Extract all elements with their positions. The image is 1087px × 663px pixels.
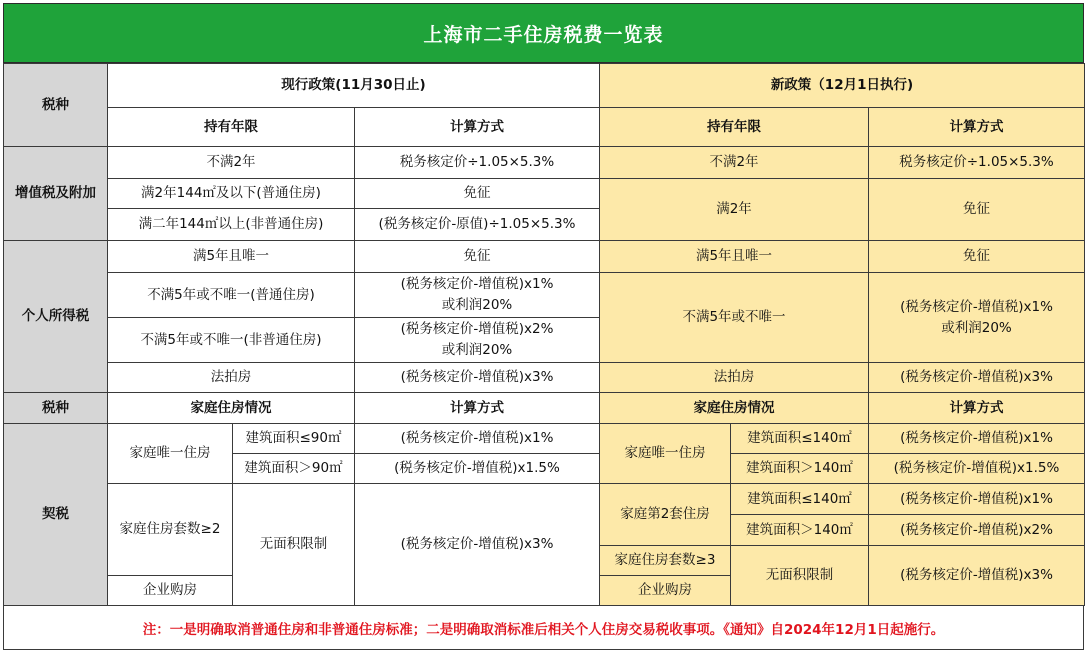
header-current-calc: 计算方式	[355, 108, 600, 147]
deed-new-only-le-calc: (税务核定价-增值税)x1%	[869, 424, 1085, 454]
vat-new-period: 不满2年	[600, 147, 869, 179]
deed-current-area-gt: 建筑面积＞90㎡	[233, 454, 355, 484]
header-current-period: 持有年限	[108, 108, 355, 147]
deed-current-only-home: 家庭唯一住房	[108, 424, 233, 484]
footnote: 注：一是明确取消普通住房和非普通住房标准；二是明确取消标准后相关个人住房交易税收事项。《通知》自2024年12月1日起施行。	[3, 606, 1084, 650]
tax-table	[3, 63, 1085, 606]
deed-new-only-le: 建筑面积≤140㎡	[731, 424, 869, 454]
deed-current-enterprise: 企业购房	[108, 576, 233, 606]
deed-header-new-situation: 家庭住房情况	[600, 393, 869, 424]
calc-line: 或利润20%	[941, 319, 1012, 336]
deed-new-enterprise: 企业购房	[600, 576, 731, 606]
calc-line: 或利润20%	[441, 297, 513, 313]
calc-line: (税务核定价-增值税)x1%	[400, 276, 554, 292]
deed-current-no-limit: 无面积限制	[233, 484, 355, 606]
income-current-calc	[355, 273, 600, 318]
income-label: 个人所得税	[4, 241, 108, 393]
income-new-period: 法拍房	[600, 363, 869, 393]
header-new-calc: 计算方式	[869, 108, 1085, 147]
vat-current-calc: 税务核定价÷1.05×5.3%	[355, 147, 600, 179]
vat-new-calc: 税务核定价÷1.05×5.3%	[869, 147, 1085, 179]
deed-new-only-gt: 建筑面积＞140㎡	[731, 454, 869, 484]
deed-current-multi: 家庭住房套数≥2	[108, 484, 233, 576]
vat-new-period: 满2年	[600, 179, 869, 241]
deed-header-new-calc: 计算方式	[869, 393, 1085, 424]
vat-current-calc: (税务核定价-原值)÷1.05×5.3%	[355, 209, 600, 241]
deed-new-only-home: 家庭唯一住房	[600, 424, 731, 484]
calc-line: (税务核定价-增值税)x2%	[400, 321, 554, 337]
deed-new-second-gt-calc: (税务核定价-增值税)x2%	[869, 515, 1085, 546]
vat-current-calc: 免征	[355, 179, 600, 209]
income-new-calc	[869, 273, 1085, 363]
deed-current-area-gt-calc: (税务核定价-增值税)x1.5%	[355, 454, 600, 484]
deed-new-second-gt: 建筑面积＞140㎡	[731, 515, 869, 546]
vat-current-period: 不满2年	[108, 147, 355, 179]
deed-new-only-gt-calc: (税务核定价-增值税)x1.5%	[869, 454, 1085, 484]
header-current-policy: 现行政策(11月30日止)	[108, 64, 600, 108]
sheet-title: 上海市二手住房税费一览表	[3, 3, 1084, 63]
deed-new-second-le-calc: (税务核定价-增值税)x1%	[869, 484, 1085, 515]
income-new-calc: 免征	[869, 241, 1085, 273]
deed-new-no-limit: 无面积限制	[731, 546, 869, 606]
header-new-period: 持有年限	[600, 108, 869, 147]
tax-sheet	[3, 3, 1084, 650]
deed-current-multi-calc: (税务核定价-增值税)x3%	[355, 484, 600, 606]
deed-new-multi-calc: (税务核定价-增值税)x3%	[869, 546, 1085, 606]
vat-new-calc: 免征	[869, 179, 1085, 241]
income-new-period: 不满5年或不唯一	[600, 273, 869, 363]
income-current-period: 满5年且唯一	[108, 241, 355, 273]
header-tax-type: 税种	[4, 64, 108, 147]
vat-current-period: 满2年144㎡及以下(普通住房)	[108, 179, 355, 209]
vat-current-period: 满二年144㎡以上(非普通住房)	[108, 209, 355, 241]
income-current-calc: 免征	[355, 241, 600, 273]
income-new-calc: (税务核定价-增值税)x3%	[869, 363, 1085, 393]
income-current-period: 法拍房	[108, 363, 355, 393]
deed-new-second-le: 建筑面积≤140㎡	[731, 484, 869, 515]
income-new-period: 满5年且唯一	[600, 241, 869, 273]
deed-label: 契税	[4, 424, 108, 606]
income-current-period: 不满5年或不唯一(非普通住房)	[108, 318, 355, 363]
deed-header-tax-type: 税种	[4, 393, 108, 424]
calc-line: 或利润20%	[441, 342, 513, 358]
calc-line: (税务核定价-增值税)x1%	[900, 298, 1053, 315]
deed-new-multi3: 家庭住房套数≥3	[600, 546, 731, 576]
income-current-calc: (税务核定价-增值税)x3%	[355, 363, 600, 393]
deed-current-area-le: 建筑面积≤90㎡	[233, 424, 355, 454]
income-current-calc	[355, 318, 600, 363]
header-new-policy: 新政策（12月1日执行)	[600, 64, 1085, 108]
deed-header-current-calc: 计算方式	[355, 393, 600, 424]
income-current-period: 不满5年或不唯一(普通住房)	[108, 273, 355, 318]
deed-current-area-le-calc: (税务核定价-增值税)x1%	[355, 424, 600, 454]
deed-new-second-home: 家庭第2套住房	[600, 484, 731, 546]
vat-label: 增值税及附加	[4, 147, 108, 241]
deed-header-current-situation: 家庭住房情况	[108, 393, 355, 424]
